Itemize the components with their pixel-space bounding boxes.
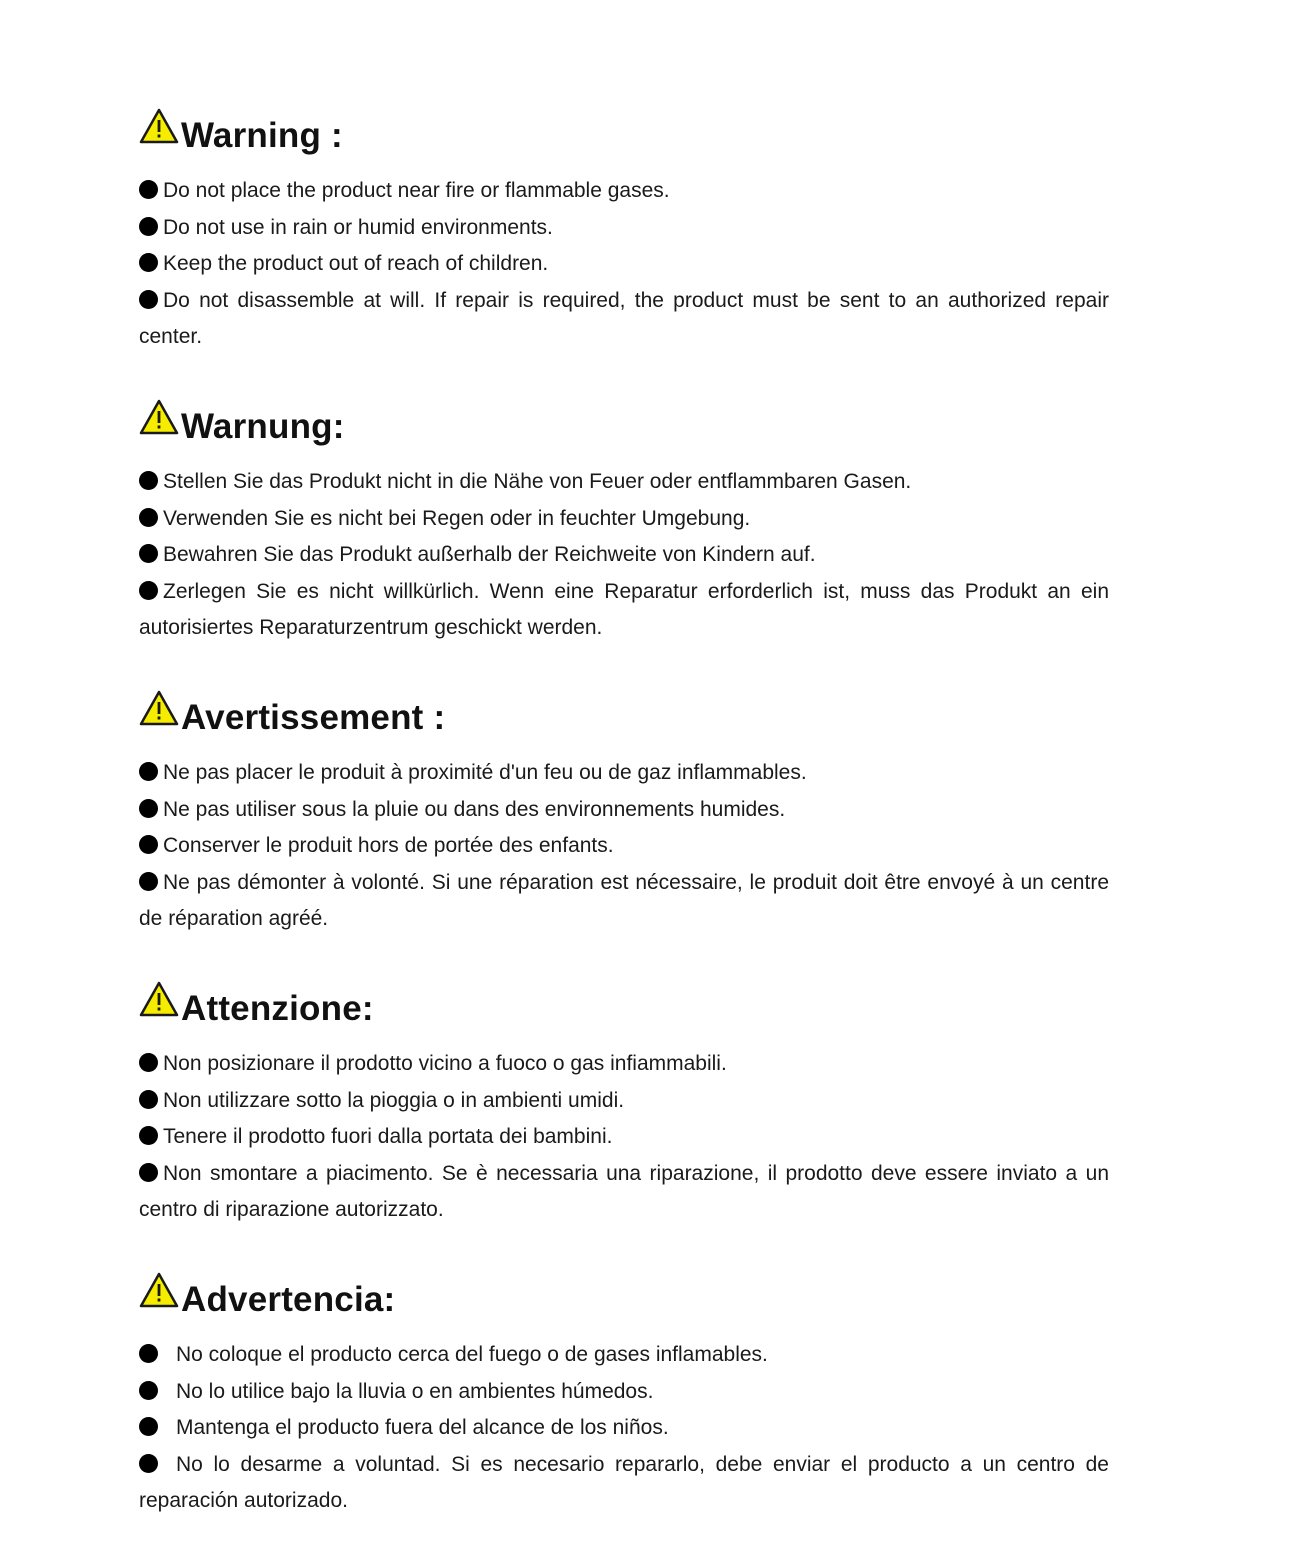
warning-triangle-icon [139, 399, 179, 435]
section-spanish [139, 1268, 1109, 1559]
bullet-icon [139, 1381, 158, 1400]
bullet-icon [139, 253, 158, 272]
list-item: Do not disassemble at will. If repair is required, the product must be sent to an authorized repair center. [139, 288, 1109, 348]
section-title: Warning : [181, 116, 343, 155]
list-item: Non smontare a piacimento. Se è necessaria una riparazione, il prodotto deve essere inviato a un centro di riparazione autorizzato. [139, 1161, 1109, 1221]
bullet-icon [139, 1053, 158, 1072]
bullet-icon [139, 1417, 158, 1436]
section-title: Warnung: [181, 407, 345, 446]
bullet-icon [139, 1344, 158, 1363]
section-italian [139, 977, 1109, 1268]
warning-triangle-icon [139, 1272, 179, 1308]
bullet-icon [139, 508, 158, 527]
section-heading [139, 977, 1109, 1029]
section-heading [139, 686, 1109, 738]
section-german [139, 395, 1109, 686]
bullet-icon [139, 217, 158, 236]
bullet-icon [139, 471, 158, 490]
list-item: Non posizionare il prodotto vicino a fuoco o gas infiammabili. [139, 1046, 1109, 1083]
bullet-icon [139, 872, 158, 891]
bullet-icon [139, 799, 158, 818]
bullet-icon [139, 835, 158, 854]
bullet-icon [139, 290, 158, 309]
list-item: Conserver le produit hors de portée des enfants. [139, 828, 1109, 865]
bullet-icon [139, 581, 158, 600]
bullet-icon [139, 762, 158, 781]
list-item: No coloque el producto cerca del fuego o de gases inflamables. [139, 1337, 1109, 1374]
list-item: Non utilizzare sotto la pioggia o in ambienti umidi. [139, 1083, 1109, 1120]
bullet-icon [139, 544, 158, 563]
list-item: Ne pas démonter à volonté. Si une réparation est nécessaire, le produit doit être envoyé à un centre de réparation agréé. [139, 870, 1109, 930]
list-item: No lo utilice bajo la lluvia o en ambientes húmedos. [139, 1374, 1109, 1411]
bullet-icon [139, 1163, 158, 1182]
list-item: Stellen Sie das Produkt nicht in die Nähe von Feuer oder entflammbaren Gasen. [139, 464, 1109, 501]
list-item: Mantenga el producto fuera del alcance de los niños. [139, 1410, 1109, 1447]
warning-triangle-icon [139, 981, 179, 1017]
list-item: Do not place the product near fire or flammable gases. [139, 173, 1109, 210]
bullet-icon [139, 1126, 158, 1145]
list-item: Keep the product out of reach of children. [139, 246, 1109, 283]
section-title: Advertencia: [181, 1280, 396, 1319]
section-heading [139, 395, 1109, 447]
warning-triangle-icon [139, 108, 179, 144]
warning-triangle-icon [139, 690, 179, 726]
list-item: Ne pas utiliser sous la pluie ou dans des environnements humides. [139, 792, 1109, 829]
section-heading [139, 104, 1109, 156]
section-title: Avertissement : [181, 698, 446, 737]
list-item: Ne pas placer le produit à proximité d'un feu ou de gaz inflammables. [139, 755, 1109, 792]
list-item: Zerlegen Sie es nicht willkürlich. Wenn eine Reparatur erforderlich ist, muss das Produkt an ein autorisiertes Reparaturzentrum geschickt werden. [139, 579, 1109, 639]
bullet-icon [139, 180, 158, 199]
section-french [139, 686, 1109, 977]
list-item: No lo desarme a voluntad. Si es necesario repararlo, debe enviar el producto a un centro de reparación autorizado. [139, 1452, 1109, 1512]
bullet-icon [139, 1090, 158, 1109]
list-item: Tenere il prodotto fuori dalla portata dei bambini. [139, 1119, 1109, 1156]
section-heading [139, 1268, 1109, 1320]
list-item: Do not use in rain or humid environments. [139, 210, 1109, 247]
list-item: Verwenden Sie es nicht bei Regen oder in feuchter Umgebung. [139, 501, 1109, 538]
section-english [139, 104, 1109, 395]
list-item: Bewahren Sie das Produkt außerhalb der Reichweite von Kindern auf. [139, 537, 1109, 574]
document-page [139, 104, 1109, 1559]
section-title: Attenzione: [181, 989, 374, 1028]
bullet-icon [139, 1454, 158, 1473]
